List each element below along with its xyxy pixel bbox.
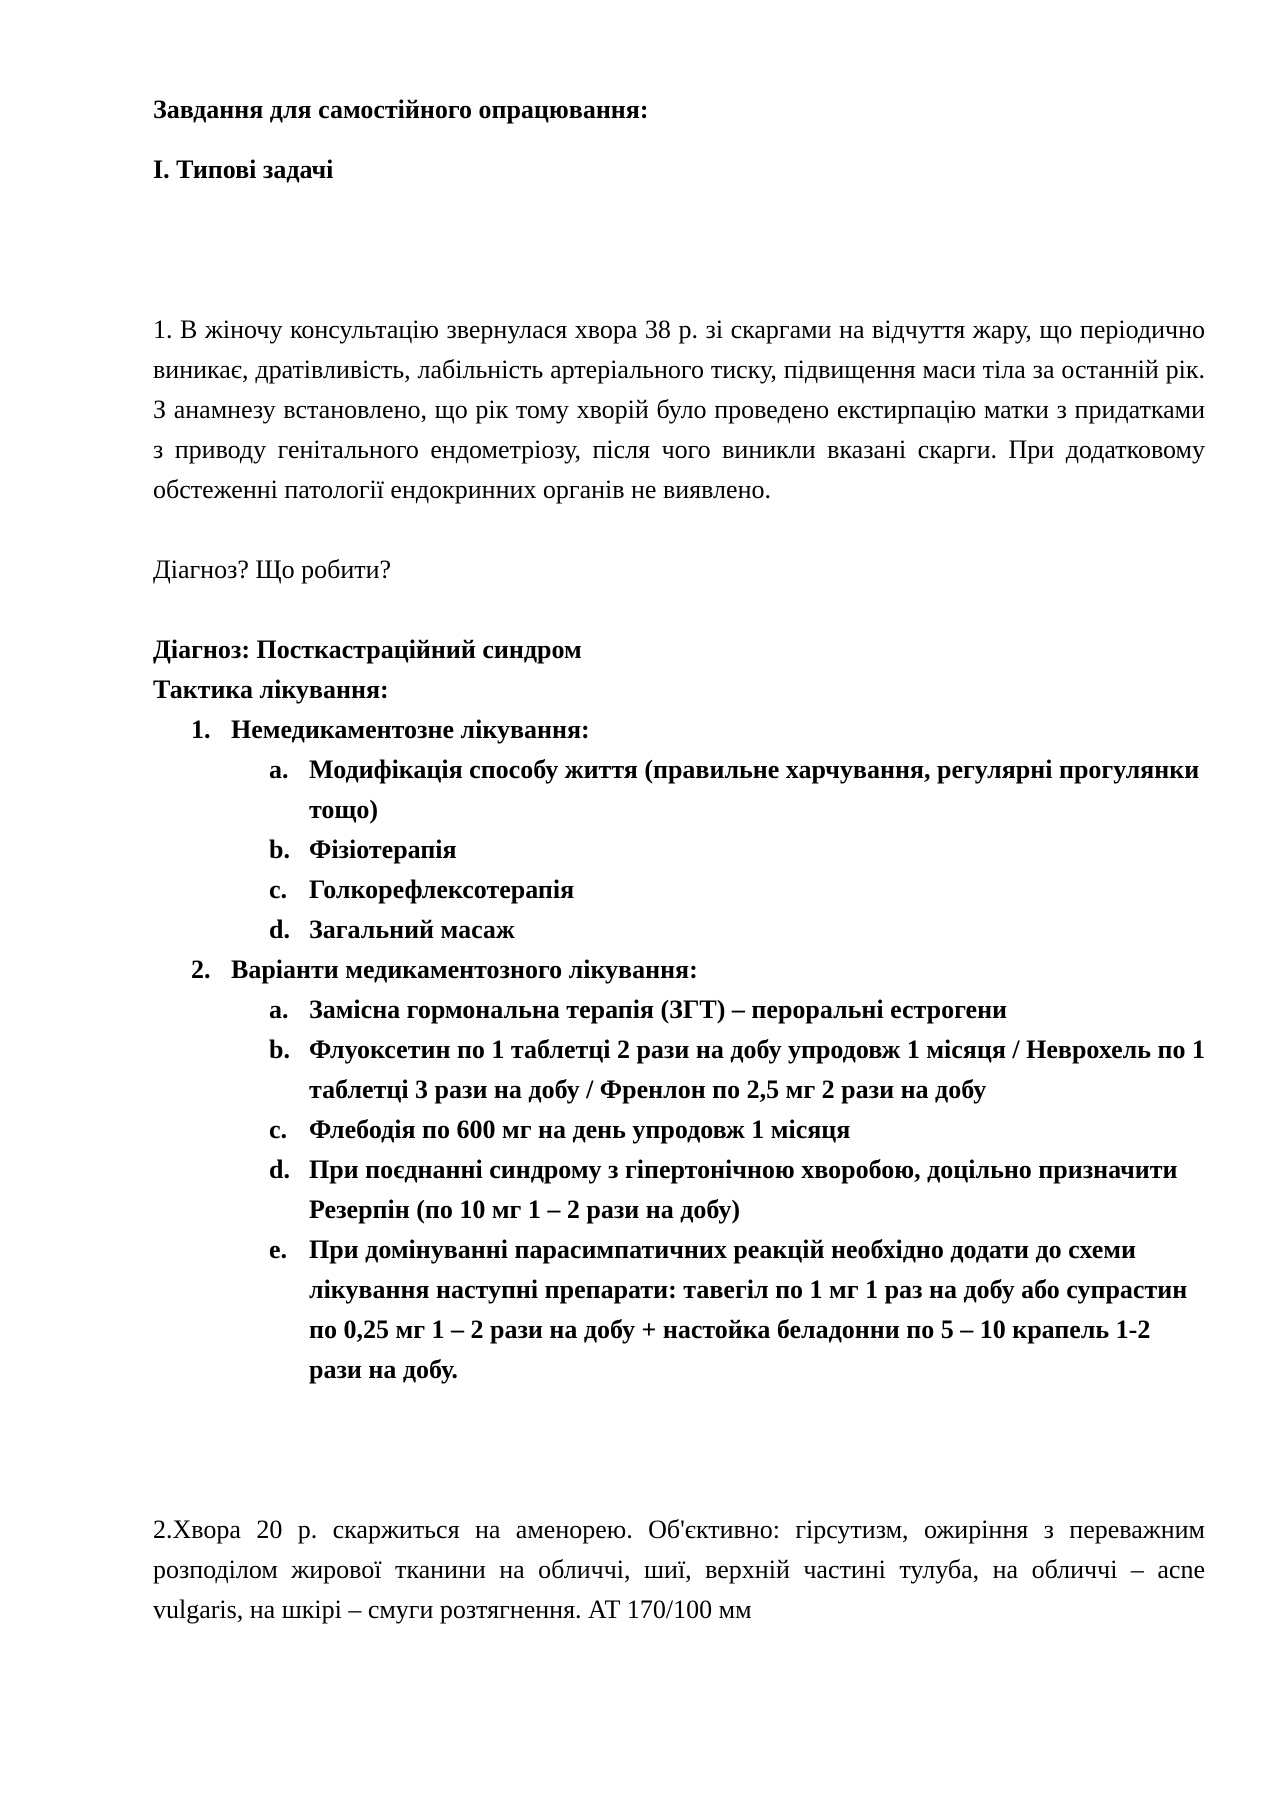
list-letter: a.	[269, 995, 289, 1024]
spacer	[153, 1390, 1205, 1510]
task-1-question: Діагноз? Що робити?	[153, 555, 392, 584]
treatment-group-title: Немедикаментозне лікування:	[231, 715, 590, 744]
list-letter: b.	[269, 835, 290, 864]
list-item-text: Фізіотерапія	[309, 835, 457, 864]
list-letter: c.	[269, 875, 288, 904]
list-item-text: При поєднанні синдрому з гіпертонічною хворобою, доцільно призначити Резерпін (по 10 мг 1 – 2 рази на добу)	[309, 1155, 1178, 1224]
task-2-text: 2.Хвора 20 р. скаржиться на аменорею. Об'єктивно: гірсутизм, ожиріння з переважним розподілом жирової тканини на обличчі, шиї, верхній частині тулуба, на обличчі – acne vulgaris, на шкірі – смуги розтягнення. АТ 170/100 мм	[153, 1515, 1205, 1624]
list-letter: d.	[269, 915, 290, 944]
list-item-text: Флуоксетин по 1 таблетці 2 рази на добу упродовж 1 місяця / Неврохель по 1 таблетці 3 рази на добу / Френлон по 2,5 мг 2 рази на добу	[309, 1035, 1205, 1104]
treatment-group-nonmedication	[153, 710, 1205, 950]
list-letter: b.	[269, 1035, 290, 1064]
list-item	[269, 750, 1205, 830]
list-letter: d.	[269, 1155, 290, 1184]
list-letter: c.	[269, 1115, 288, 1144]
document-content	[153, 90, 1205, 1630]
list-item	[269, 1150, 1205, 1230]
list-item	[269, 1230, 1205, 1390]
treatment-group-medication	[153, 950, 1205, 1390]
page-heading: Завдання для самостійного опрацювання:	[153, 95, 649, 124]
list-item-text: Флебодія по 600 мг на день упродовж 1 місяця	[309, 1115, 851, 1144]
diagnosis: Діагноз: Посткастраційний синдром	[153, 635, 582, 664]
list-letter: e.	[269, 1235, 288, 1264]
list-letter: a.	[269, 755, 289, 784]
treatment-sublist	[231, 990, 1205, 1390]
list-number: 2.	[191, 955, 211, 984]
treatment-sublist	[231, 750, 1205, 950]
treatment-list	[153, 710, 1205, 1390]
list-item	[269, 910, 1205, 950]
list-item-text: Модифікація способу життя (правильне харчування, регулярні прогулянки тощо)	[309, 755, 1200, 824]
list-item	[269, 990, 1205, 1030]
list-item-text: Голкорефлексотерапія	[309, 875, 575, 904]
list-item	[269, 1030, 1205, 1110]
list-number: 1.	[191, 715, 211, 744]
list-item	[269, 870, 1205, 910]
section-title: I. Типові задачі	[153, 155, 334, 184]
list-item-text: Загальний масаж	[309, 915, 515, 944]
list-item-text: Замісна гормональна терапія (ЗГТ) – пероральні естрогени	[309, 995, 1008, 1024]
task-1-text: 1. В жіночу консультацію звернулася хвора 38 р. зі скаргами на відчуття жару, що періодично виникає, дратівливість, лабільність артеріального тиску, підвищення маси тіла за останній рік. З анамнезу встановлено, що рік тому хворій було проведено екстирпацію матки з придатками з приводу генітального ендометріозу, після чого виникли вказані скарги. При додатковому обстеженні патології ендокринних органів не виявлено.	[153, 315, 1205, 504]
tactics-title: Тактика лікування:	[153, 675, 389, 704]
list-item-text: При домінуванні парасимпатичних реакцій необхідно додати до схеми лікування наступні препарати: тавегіл по 1 мг 1 раз на добу або супрастин по 0,25 мг 1 – 2 рази на добу + настойка беладонни по 5 – 10 крапель 1-2 рази на добу.	[309, 1235, 1188, 1384]
treatment-group-title: Варіанти медикаментозного лікування:	[231, 955, 698, 984]
list-item	[269, 1110, 1205, 1150]
list-item	[269, 830, 1205, 870]
